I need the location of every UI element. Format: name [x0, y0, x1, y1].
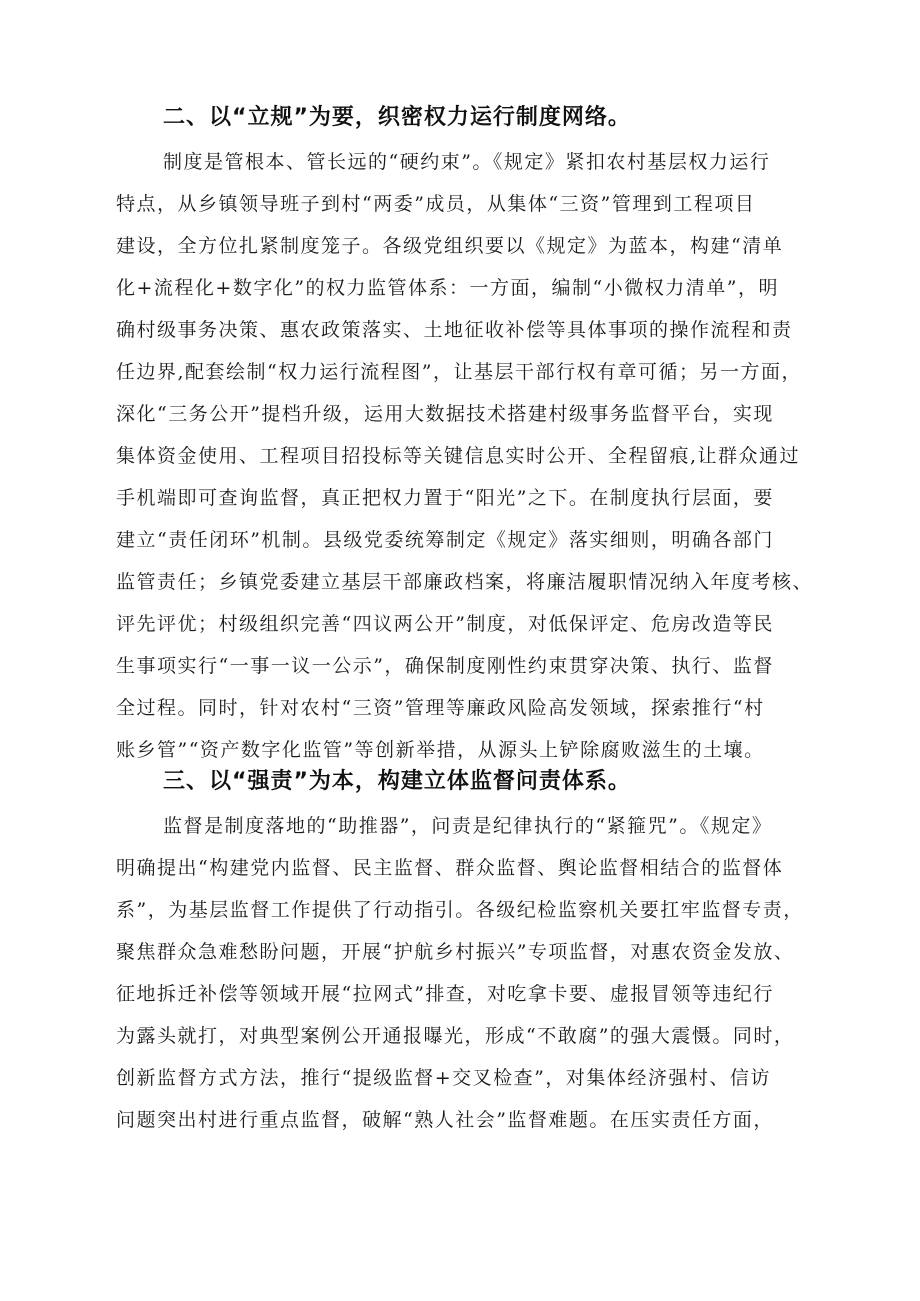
- paragraph-line: 确村级事务决策、惠农政策落实、土地征收补偿等具体事项的操作流程和责: [116, 319, 793, 341]
- paragraph-line: 化+流程化+数字化”的权力监管体系：一方面，编制“小微权力清单”，明: [116, 277, 779, 299]
- paragraph-line: 征地拆迁补偿等领域开展“拉网式”排查，对吃拿卡要、虚报冒领等违纪行: [116, 983, 774, 1005]
- paragraph-line: 为露头就打，对典型案例公开通报曝光，形成“不敢腐”的强大震慑。同时，: [116, 1025, 795, 1047]
- section-heading: 三、以“强责”为本，构建立体监督问责体系。: [163, 769, 631, 794]
- paragraph-line: 建立“责任闭环”机制。县级党委统筹制定《规定》落实细则，明确各部门: [116, 529, 774, 551]
- paragraph-line: 集体资金使用、工程项目招投标等关键信息实时公开、全程留痕,让群众通过: [116, 445, 801, 467]
- paragraph-line: 生事项实行“一事一议一公示”，确保制度刚性约束贯穿决策、执行、监督: [116, 655, 774, 677]
- paragraph-line: 问题突出村进行重点监督，破解“熟人社会”监督难题。在压实责任方面，: [116, 1109, 774, 1131]
- paragraph-line: 评先评优；村级组织完善“四议两公开”制度，对低保评定、危房改造等民: [116, 613, 774, 635]
- paragraph-line: 监督是制度落地的“助推器”，问责是纪律执行的“紧箍咒”。《规定》: [163, 815, 773, 837]
- paragraph-line: 建设，全方位扎紧制度笼子。各级党组织要以《规定》为蓝本，构建“清单: [116, 235, 784, 257]
- paragraph-line: 制度是管根本、管长远的“硬约束”。《规定》紧扣农村基层权力运行: [163, 151, 771, 173]
- paragraph-line: 手机端即可查询监督，真正把权力置于“阳光”之下。在制度执行层面，要: [116, 487, 774, 509]
- paragraph-line: 深化“三务公开”提档升级，运用大数据技术搭建村级事务监督平台，实现: [116, 403, 774, 425]
- paragraph-line: 聚焦群众急难愁盼问题，开展“护航乡村振兴”专项监督，对惠农资金发放、: [116, 941, 795, 963]
- paragraph-line: 系”，为基层监督工作提供了行动指引。各级纪检监察机关要扛牢监督专责，: [116, 899, 804, 921]
- paragraph-line: 创新监督方式方法，推行“提级监督+交叉检查”，对集体经济强村、信访: [116, 1067, 771, 1089]
- paragraph-line: 明确提出“构建党内监督、民主监督、群众监督、舆论监督相结合的监督体: [116, 857, 784, 879]
- paragraph-line: 任边界,配套绘制“权力运行流程图”，让基层干部行权有章可循；另一方面，: [116, 361, 802, 383]
- paragraph-line: 账乡管”“资产数字化监管”等创新举措，从源头上铲除腐败滋生的土壤。: [116, 739, 765, 761]
- paragraph-line: 特点，从乡镇领导班子到村“两委”成员，从集体“三资”管理到工程项目: [116, 193, 756, 215]
- section-heading: 二、以“立规”为要，织密权力运行制度网络。: [163, 105, 631, 130]
- paragraph-line: 全过程。同时，针对农村“三资”管理等廉政风险高发领域，探索推行“村: [116, 697, 765, 719]
- paragraph-line: 监管责任；乡镇党委建立基层干部廉政档案，将廉洁履职情况纳入年度考核、: [116, 571, 814, 593]
